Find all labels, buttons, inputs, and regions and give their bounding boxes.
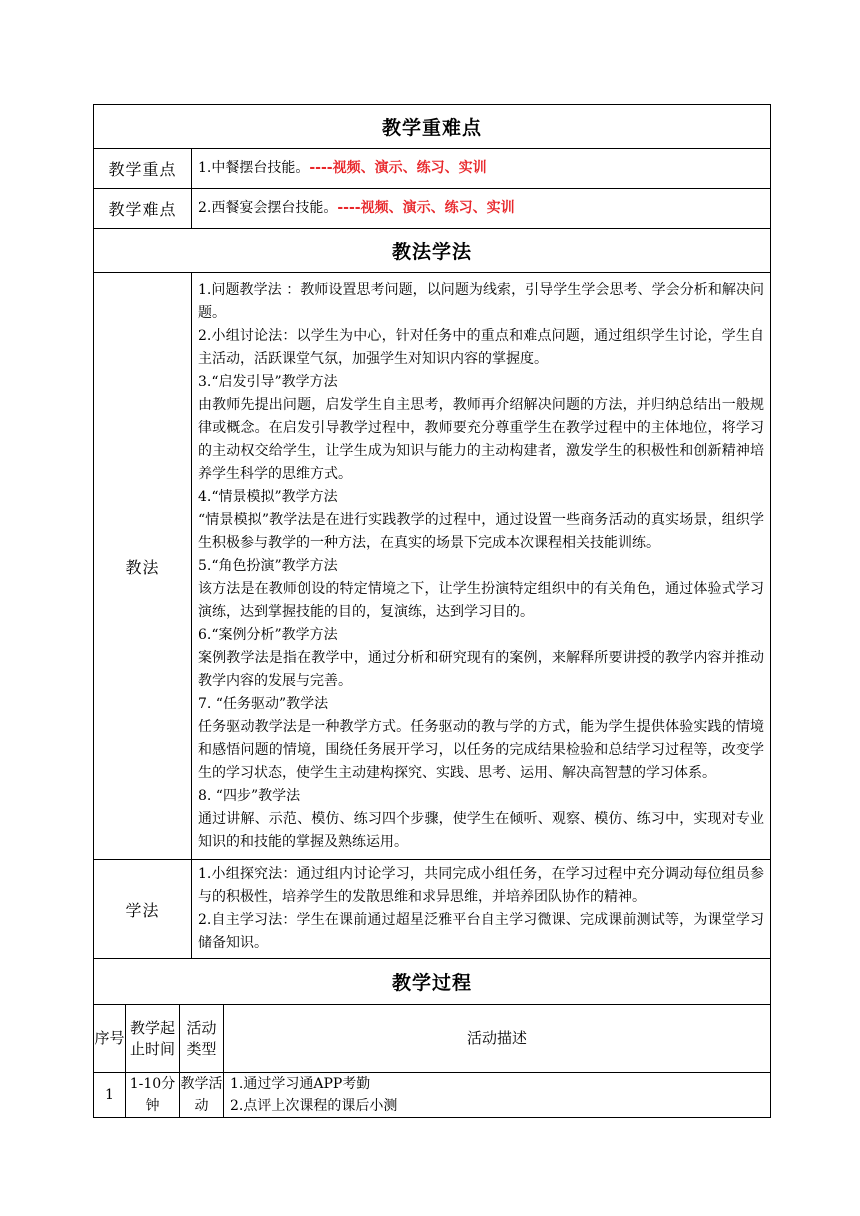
section-title-key-difficult: 教学重难点 (94, 105, 771, 149)
teaching-method-paragraph: 4.“情景模拟”教学方法 (198, 488, 338, 505)
teaching-method-paragraph: 6.“案例分析”教学方法 (198, 626, 338, 643)
learning-method-paragraph: 1.小组探究法：通过组内讨论学习，共同完成小组任务，在学习过程中充分调动每位组员参与的积极性，培养学生的发散思维和求异思维，并培养团队协作的精神。 (198, 866, 764, 905)
learning-methods-content (192, 860, 771, 959)
teaching-method-paragraph: 通过讲解、示范、模仿、练习四个步骤，使学生在倾听、观察、模仿、练习中，实现对专业知识的和技能的掌握及熟练运用。 (198, 810, 764, 850)
lesson-plan-table (93, 104, 771, 1118)
teaching-method-paragraph: 8. “四步”教学法 (198, 787, 301, 804)
teaching-method-paragraph: 案例教学法是指在教学中，通过分析和研究现有的案例，来解释所要讲授的教学内容并推动教学内容的发展与完善。 (198, 649, 764, 689)
teaching-method-paragraph: 1.问题教学法 ：教师设置思考问题，以问题为线索，引导学生学会思考、学会分析和解决问题。 (198, 281, 764, 321)
process-desc-line: 1.通过学习通APP考勤 (230, 1076, 371, 1092)
teaching-method-paragraph: 由教师先提出问题，启发学生自主思考，教师再介绍解决问题的方法，并归纳总结出一般规律或概念。在启发引导教学过程中，教师要充分尊重学生在教学过程中的主体地位，将学习的主动权交给学生，让学生成为知识与能力的主动构建者，激发学生的积极性和创新精神培养学生科学的思维方式。 (198, 396, 764, 482)
difficult-point-content (192, 189, 771, 229)
teaching-method-paragraph: 7. “任务驱动”教学法 (198, 695, 329, 712)
key-point-content (192, 149, 771, 189)
teaching-methods-content (192, 273, 771, 860)
teaching-methods-label: 教法 (94, 273, 192, 860)
process-header-no: 序号 (94, 1005, 126, 1073)
section-title-process: 教学过程 (94, 959, 771, 1005)
teaching-method-paragraph: 任务驱动教学法是一种教学方式。任务驱动的教与学的方式，能为学生提供体验实践的情境和感悟问题的情境，围绕任务展开学习，以任务的完成结果检验和总结学习过程等，改变学生的学习状态，使学生主动建构探究、实践、思考、运用、解决高智慧的学习体系。 (198, 718, 764, 781)
difficult-point-text: 2.西餐宴会摆台技能。 (198, 200, 338, 216)
process-row-type: 教学活动 (180, 1073, 224, 1118)
key-point-label: 教学重点 (94, 149, 192, 189)
process-desc-line: 2.点评上次课程的课后小测 (230, 1098, 398, 1114)
teaching-method-paragraph: 5.“角色扮演”教学方法 (198, 557, 338, 574)
learning-method-paragraph: 2.自主学习法：学生在课前通过超星泛雅平台自主学习微课、完成课前测试等，为课堂学习储备知识。 (198, 912, 764, 951)
process-row-time: 1-10分钟 (126, 1073, 180, 1118)
teaching-method-paragraph: 该方法是在教师创设的特定情境之下，让学生扮演特定组织中的有关角色，通过体验式学习演练，达到掌握技能的目的，复演练，达到学习目的。 (198, 580, 764, 620)
process-row-desc (224, 1073, 771, 1118)
table-row (94, 1073, 771, 1118)
section-title-methods: 教法学法 (94, 229, 771, 273)
process-header-desc: 活动描述 (224, 1005, 771, 1073)
key-point-tag: ----视频、演示、练习、实训 (309, 160, 487, 176)
difficult-point-label: 教学难点 (94, 189, 192, 229)
teaching-method-paragraph: “情景模拟”教学法是在进行实践教学的过程中，通过设置一些商务活动的真实场景，组织学生积极参与教学的一种方法，在真实的场景下完成本次课程相关技能训练。 (198, 511, 764, 551)
key-point-text: 1.中餐摆台技能。 (198, 160, 310, 176)
learning-methods-label: 学法 (94, 860, 192, 959)
process-row-no: 1 (94, 1073, 126, 1118)
process-header-type: 活动类型 (180, 1005, 224, 1073)
teaching-method-paragraph: 3.“启发引导”教学方法 (198, 373, 338, 390)
process-header-time: 教学起止时间 (126, 1005, 180, 1073)
teaching-method-paragraph: 2.小组讨论法：以学生为中心，针对任务中的重点和难点问题，通过组织学生讨论，学生自主活动，活跃课堂气氛，加强学生对知识内容的掌握度。 (198, 327, 764, 367)
difficult-point-tag: ----视频、演示、练习、实训 (337, 200, 515, 216)
